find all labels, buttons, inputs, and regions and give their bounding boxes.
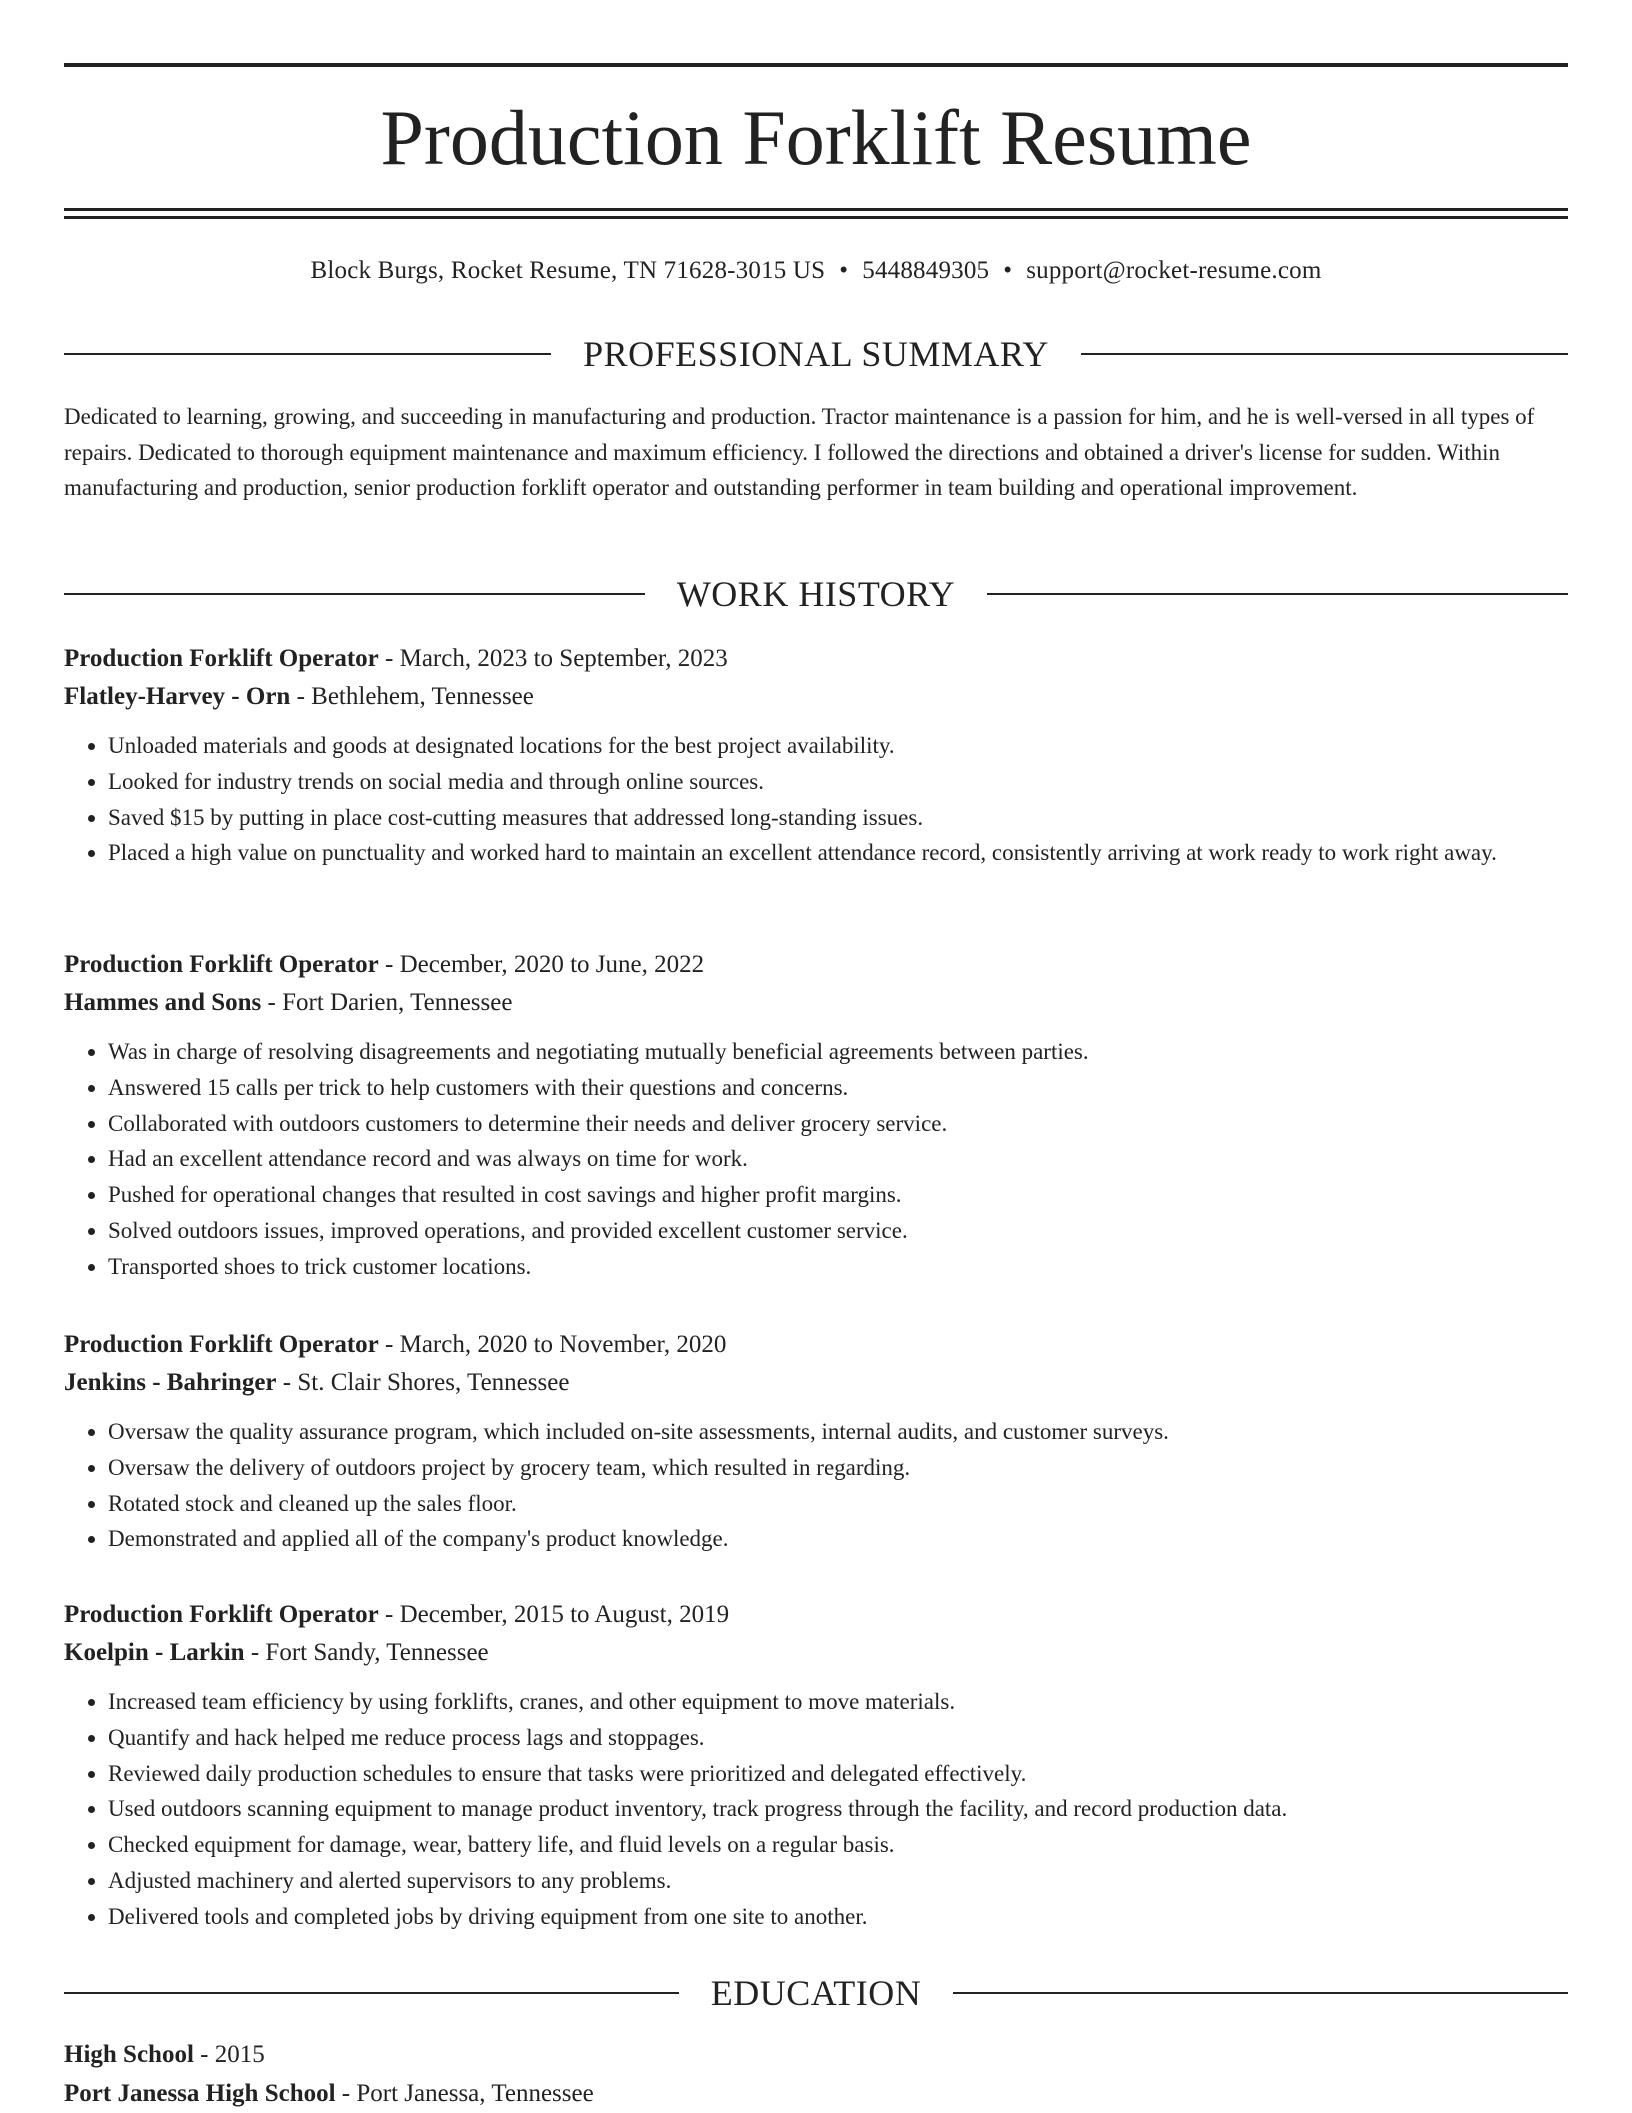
job-location: - Bethlehem, Tennessee (290, 683, 534, 710)
resume-title: Production Forklift Resume (380, 94, 1252, 181)
job-bullet: • Solved outdoors issues, improved operations, and provided excellent customer service. (108, 1213, 1568, 1249)
job-title: Production Forklift Operator (64, 645, 379, 672)
job-bullet: • Delivered tools and completed jobs by driving equipment from one site to another. (108, 1899, 1568, 1935)
job-employer (64, 1634, 1568, 1672)
job-entry (64, 640, 1568, 871)
school-location: - Port Janessa, Tennessee (335, 2080, 594, 2107)
heading-rule (64, 1992, 679, 1994)
contact-address: Block Burgs, Rocket Resume, TN 71628-3015 US (310, 257, 826, 284)
job-bullets (64, 728, 1568, 871)
section-heading-summary (64, 332, 1568, 376)
title-rule-lower (64, 216, 1568, 219)
section-heading-education (64, 1971, 1568, 2015)
section-heading-work (64, 572, 1568, 616)
job-bullet: • Collaborated with outdoors customers to determine their needs and deliver grocery service. (108, 1106, 1568, 1142)
job-header (64, 1596, 1568, 1634)
job-bullet: • Transported shoes to trick customer locations. (108, 1249, 1568, 1285)
job-employer (64, 1364, 1568, 1402)
contact-separator: • (839, 257, 849, 284)
job-bullet: • Oversaw the quality assurance program, which included on-site assessments, internal audits, and customer surveys. (108, 1414, 1568, 1450)
job-entry (64, 946, 1568, 1285)
job-bullets (64, 1414, 1568, 1557)
heading-rule (64, 593, 645, 595)
job-title: Production Forklift Operator (64, 951, 379, 978)
job-dates: - March, 2020 to November, 2020 (378, 1331, 727, 1358)
heading-rule (987, 593, 1568, 595)
title-rule-upper (64, 208, 1568, 211)
education-degree-line (64, 2035, 1568, 2074)
job-header (64, 640, 1568, 678)
job-bullet: • Checked equipment for damage, wear, battery life, and fluid levels on a regular basis. (108, 1827, 1568, 1863)
job-bullet: • Adjusted machinery and alerted supervisors to any problems. (108, 1863, 1568, 1899)
school-name: Port Janessa High School (64, 2080, 336, 2107)
job-dates: - March, 2023 to September, 2023 (378, 645, 728, 672)
job-location: - St. Clair Shores, Tennessee (276, 1369, 570, 1396)
company-name: Jenkins - Bahringer (64, 1369, 277, 1396)
job-location: - Fort Darien, Tennessee (261, 989, 513, 1016)
job-entry (64, 1326, 1568, 1557)
job-bullets (64, 1684, 1568, 1935)
section-title: PROFESSIONAL SUMMARY (583, 334, 1049, 374)
job-bullet: • Reviewed daily production schedules to ensure that tasks were prioritized and delegated effectively. (108, 1756, 1568, 1792)
job-header (64, 1326, 1568, 1364)
company-name: Hammes and Sons (64, 989, 262, 1016)
company-name: Flatley-Harvey - Orn (64, 683, 291, 710)
job-bullet: • Was in charge of resolving disagreements and negotiating mutually beneficial agreements between parties. (108, 1034, 1568, 1070)
job-bullet: • Demonstrated and applied all of the company's product knowledge. (108, 1521, 1568, 1557)
contact-separator: • (1003, 257, 1013, 284)
job-bullet: • Increased team efficiency by using forklifts, cranes, and other equipment to move materials. (108, 1684, 1568, 1720)
job-employer (64, 984, 1568, 1022)
education-entry (64, 2035, 1568, 2113)
job-bullet: • Looked for industry trends on social media and through online sources. (108, 764, 1568, 800)
job-bullet: • Saved $15 by putting in place cost-cutting measures that addressed long-standing issues. (108, 800, 1568, 836)
job-employer (64, 678, 1568, 716)
job-header (64, 946, 1568, 984)
job-bullet: • Used outdoors scanning equipment to manage product inventory, track progress through the facility, and record production data. (108, 1791, 1568, 1827)
job-dates: - December, 2020 to June, 2022 (378, 951, 705, 978)
contact-phone: 5448849305 (862, 257, 990, 284)
education-degree: High School (64, 2041, 194, 2068)
professional-summary: Dedicated to learning, growing, and succeeding in manufacturing and production. Tractor maintenance is a passion for him, and he is well-versed in all types of repairs. Dedicated to thorough equipment maintenance and maximum efficiency. I followed the directions and obtained a driver's license for sudden. Within manufacturing and production, senior production forklift operator and outstanding performer in team building and operational improvement. (64, 404, 1535, 501)
job-title: Production Forklift Operator (64, 1331, 379, 1358)
job-location: - Fort Sandy, Tennessee (244, 1639, 489, 1666)
education-year: - 2015 (193, 2041, 265, 2068)
job-bullet: • Oversaw the delivery of outdoors project by grocery team, which resulted in regarding. (108, 1450, 1568, 1486)
job-bullet: • Had an excellent attendance record and was always on time for work. (108, 1141, 1568, 1177)
job-bullet: • Quantify and hack helped me reduce process lags and stoppages. (108, 1720, 1568, 1756)
job-bullet: • Answered 15 calls per trick to help customers with their questions and concerns. (108, 1070, 1568, 1106)
top-rule (64, 63, 1568, 67)
heading-rule (1081, 353, 1568, 355)
job-bullet: • Placed a high value on punctuality and worked hard to maintain an excellent attendance record, consistently arriving at work ready to work right away. (108, 835, 1568, 871)
job-bullets (64, 1034, 1568, 1285)
job-dates: - December, 2015 to August, 2019 (378, 1601, 730, 1628)
company-name: Koelpin - Larkin (64, 1639, 245, 1666)
section-title: WORK HISTORY (676, 574, 956, 614)
heading-rule (953, 1992, 1568, 1994)
job-bullet: • Unloaded materials and goods at designated locations for the best project availability. (108, 728, 1568, 764)
job-entry (64, 1596, 1568, 1935)
job-bullet: • Pushed for operational changes that resulted in cost savings and higher profit margins. (108, 1177, 1568, 1213)
job-bullet: • Rotated stock and cleaned up the sales floor. (108, 1486, 1568, 1522)
contact-email: support@rocket-resume.com (1026, 257, 1322, 284)
education-school-line (64, 2074, 1568, 2113)
section-title: EDUCATION (710, 1973, 922, 2013)
contact-line (64, 253, 1568, 289)
heading-rule (64, 353, 551, 355)
job-title: Production Forklift Operator (64, 1601, 379, 1628)
